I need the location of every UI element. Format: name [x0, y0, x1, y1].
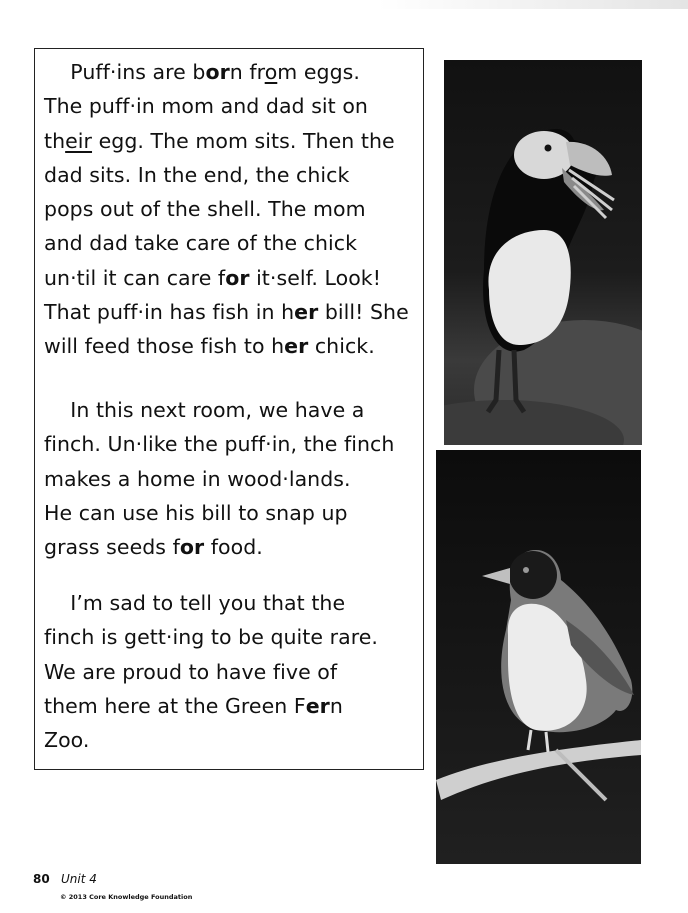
story-line	[44, 226, 420, 260]
story-line	[44, 530, 420, 564]
page-top-edge	[0, 0, 688, 9]
bold-text: er	[305, 693, 330, 718]
story-line	[44, 620, 420, 654]
story-line	[44, 689, 420, 723]
story-paragraph-2	[44, 393, 420, 564]
text-run: them here at the Green F	[44, 693, 306, 718]
bold-text: er	[284, 334, 309, 359]
story-paragraph-1	[44, 55, 420, 364]
story-line	[44, 295, 420, 329]
story-line	[44, 427, 420, 461]
text-run: Zoo.	[44, 728, 90, 753]
text-run: In this next room, we have a	[44, 398, 365, 422]
text-run: n	[329, 693, 343, 718]
puffin-illustration	[444, 60, 642, 445]
story-line	[44, 462, 420, 496]
bold-text: or	[205, 60, 230, 84]
finch-illustration	[436, 450, 641, 864]
story-line	[44, 723, 420, 757]
story-line	[44, 329, 420, 363]
story-line	[44, 89, 420, 123]
text-run: chick.	[308, 334, 375, 359]
unit-label: Unit 4	[61, 872, 97, 886]
text-run: Puff·ins are b	[44, 60, 206, 84]
text-run: pops out of the shell. The mom	[44, 197, 366, 222]
text-run: finch is gett·ing to be quite rare.	[44, 625, 378, 650]
story-line	[44, 55, 420, 89]
text-run: That puff·in has fish in h	[44, 300, 295, 325]
story-line	[44, 655, 420, 689]
text-run: dad sits. In the end, the chick	[44, 162, 350, 187]
text-run: th	[44, 128, 66, 153]
finch-photo	[436, 450, 641, 864]
text-run: n fr	[229, 60, 265, 84]
story-line	[44, 393, 420, 427]
text-run: m eggs.	[277, 60, 360, 84]
copyright-notice: © 2013 Core Knowledge Foundation	[60, 893, 193, 901]
text-run: grass seeds f	[44, 535, 180, 560]
text-run: bill! She	[318, 300, 409, 325]
story-line	[44, 586, 420, 620]
story-line	[44, 158, 420, 192]
underlined-text: eir	[65, 128, 93, 153]
story-line	[44, 261, 420, 295]
story-text-box	[34, 48, 424, 770]
story-line	[44, 496, 420, 530]
text-run: egg. The mom sits. Then the	[92, 128, 395, 153]
text-run: I’m sad to tell you that the	[44, 591, 346, 615]
text-run: The puff·in mom and dad sit on	[44, 94, 368, 119]
text-run: will feed those fish to h	[44, 334, 285, 359]
story-line	[44, 192, 420, 226]
text-run: makes a home in wood·lands.	[44, 466, 351, 491]
text-run: un·til it can care f	[44, 265, 226, 290]
bold-text: or	[225, 265, 250, 290]
underlined-text: o	[264, 60, 278, 84]
text-run: We are proud to have five of	[44, 659, 338, 684]
puffin-photo	[444, 60, 642, 445]
page-number: 80	[33, 872, 50, 886]
story-paragraph-3	[44, 586, 420, 757]
text-run: and dad take care of the chick	[44, 231, 358, 256]
text-run: finch. Un·like the puff·in, the finch	[44, 432, 395, 457]
bold-text: or	[179, 535, 205, 560]
text-run: He can use his bill to snap up	[44, 500, 348, 525]
bold-text: er	[294, 300, 319, 325]
text-run: food.	[204, 535, 263, 560]
story-line	[44, 124, 420, 158]
text-run: it·self. Look!	[249, 265, 381, 290]
